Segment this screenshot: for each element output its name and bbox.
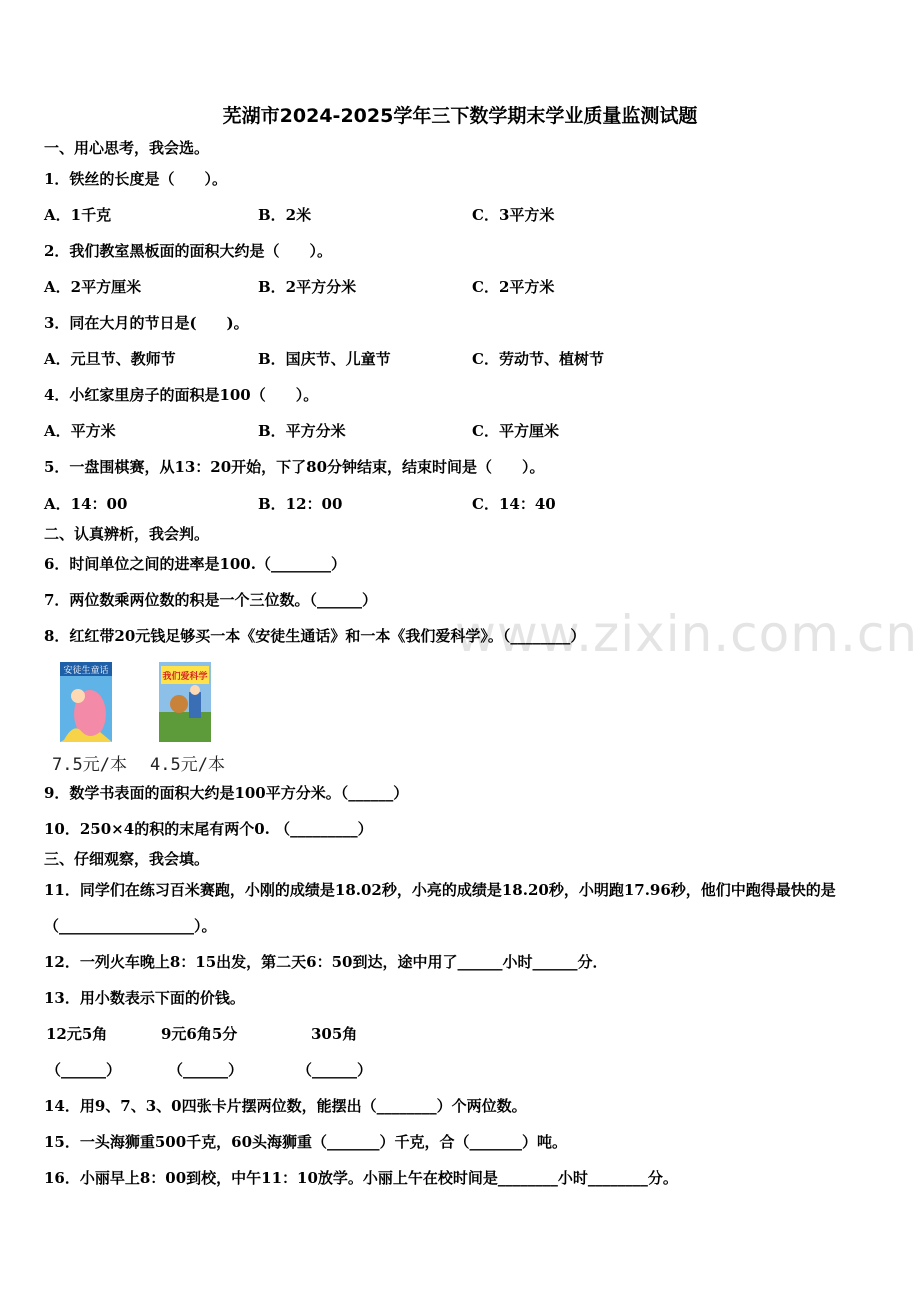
question-11: 11．同学们在练习百米赛跑，小刚的成绩是18.02秒，小亮的成绩是18.20秒，小明跑17.96秒，他们中跑得最快的是 bbox=[44, 881, 836, 899]
option-c: C．劳动节、植树节 bbox=[472, 350, 604, 368]
option-b: B．12：00 bbox=[258, 495, 343, 513]
question-13: 13．用小数表示下面的价钱。 bbox=[44, 989, 245, 1007]
question-11-blank: （__________________）。 bbox=[44, 917, 217, 935]
question-2: 2．我们教室黑板面的面积大约是（ ）。 bbox=[44, 242, 332, 260]
price-blank-1: （______） bbox=[46, 1061, 122, 1079]
watermark: www.zixin.com.cn bbox=[455, 605, 919, 663]
option-a: A．14：00 bbox=[44, 495, 128, 513]
option-b: B．国庆节、儿童节 bbox=[258, 350, 391, 368]
option-a: A．元旦节、教师节 bbox=[44, 350, 176, 368]
price-blank-3: （______） bbox=[297, 1061, 373, 1079]
option-b: B．平方分米 bbox=[258, 422, 346, 440]
question-1: 1．铁丝的长度是（ ）。 bbox=[44, 170, 227, 188]
question-8: 8．红红带20元钱足够买一本《安徒生通话》和一本《我们爱科学》。（________） bbox=[44, 627, 586, 645]
option-a: A．平方米 bbox=[44, 422, 116, 440]
section-heading: 三、仔细观察，我会填。 bbox=[44, 850, 210, 868]
question-6: 6．时间单位之间的进率是100.（________） bbox=[44, 555, 346, 573]
question-9: 9．数学书表面的面积大约是100平方分米。（______） bbox=[44, 784, 409, 802]
price-item-3: 305角 bbox=[311, 1025, 358, 1043]
option-a: A．1千克 bbox=[44, 206, 112, 224]
question-4: 4．小红家里房子的面积是100（ ）。 bbox=[44, 386, 319, 404]
book-cover-andersen bbox=[60, 662, 112, 742]
price-blank-2: （______） bbox=[168, 1061, 244, 1079]
price-item-2: 9元6角5分 bbox=[161, 1025, 238, 1043]
page-title: 芜湖市2024-2025学年三下数学期末学业质量监测试题 bbox=[222, 105, 698, 127]
question-12: 12．一列火车晚上8：15出发，第二天6：50到达，途中用了______小时______分． bbox=[44, 953, 608, 971]
book-cover-science bbox=[159, 662, 211, 742]
option-b: B．2平方分米 bbox=[258, 278, 357, 296]
book-2-price: 4.5元/本 bbox=[150, 755, 225, 775]
question-5: 5．一盘围棋赛，从13：20开始，下了80分钟结束，结束时间是（ ）。 bbox=[44, 458, 545, 476]
price-item-1: 12元5角 bbox=[46, 1025, 108, 1043]
option-c: C．3平方米 bbox=[472, 206, 555, 224]
option-c: C．14：40 bbox=[472, 495, 556, 513]
book-1-price: 7.5元/本 bbox=[52, 755, 127, 775]
option-c: C．2平方米 bbox=[472, 278, 555, 296]
question-16: 16．小丽早上8：00到校，中午11：10放学。小丽上午在校时间是________小时________分。 bbox=[44, 1169, 678, 1187]
question-3: 3．同在大月的节日是( )。 bbox=[44, 314, 249, 332]
book-2-title: 我们爱科学 bbox=[162, 672, 208, 682]
option-c: C．平方厘米 bbox=[472, 422, 559, 440]
book-1-title: 安徒生童话 bbox=[63, 666, 109, 676]
question-10: 10．250×4的积的末尾有两个0. （_________） bbox=[44, 820, 373, 838]
section-heading: 二、认真辨析，我会判。 bbox=[44, 525, 210, 543]
option-a: A．2平方厘米 bbox=[44, 278, 142, 296]
question-14: 14．用9、7、3、0四张卡片摆两位数，能摆出（________）个两位数。 bbox=[44, 1097, 527, 1115]
section-heading: 一、用心思考，我会选。 bbox=[44, 139, 210, 157]
option-b: B．2米 bbox=[258, 206, 312, 224]
question-7: 7．两位数乘两位数的积是一个三位数。（______） bbox=[44, 591, 377, 609]
question-15: 15．一头海狮重500千克，60头海狮重（_______）千克，合（_______）吨。 bbox=[44, 1133, 568, 1151]
